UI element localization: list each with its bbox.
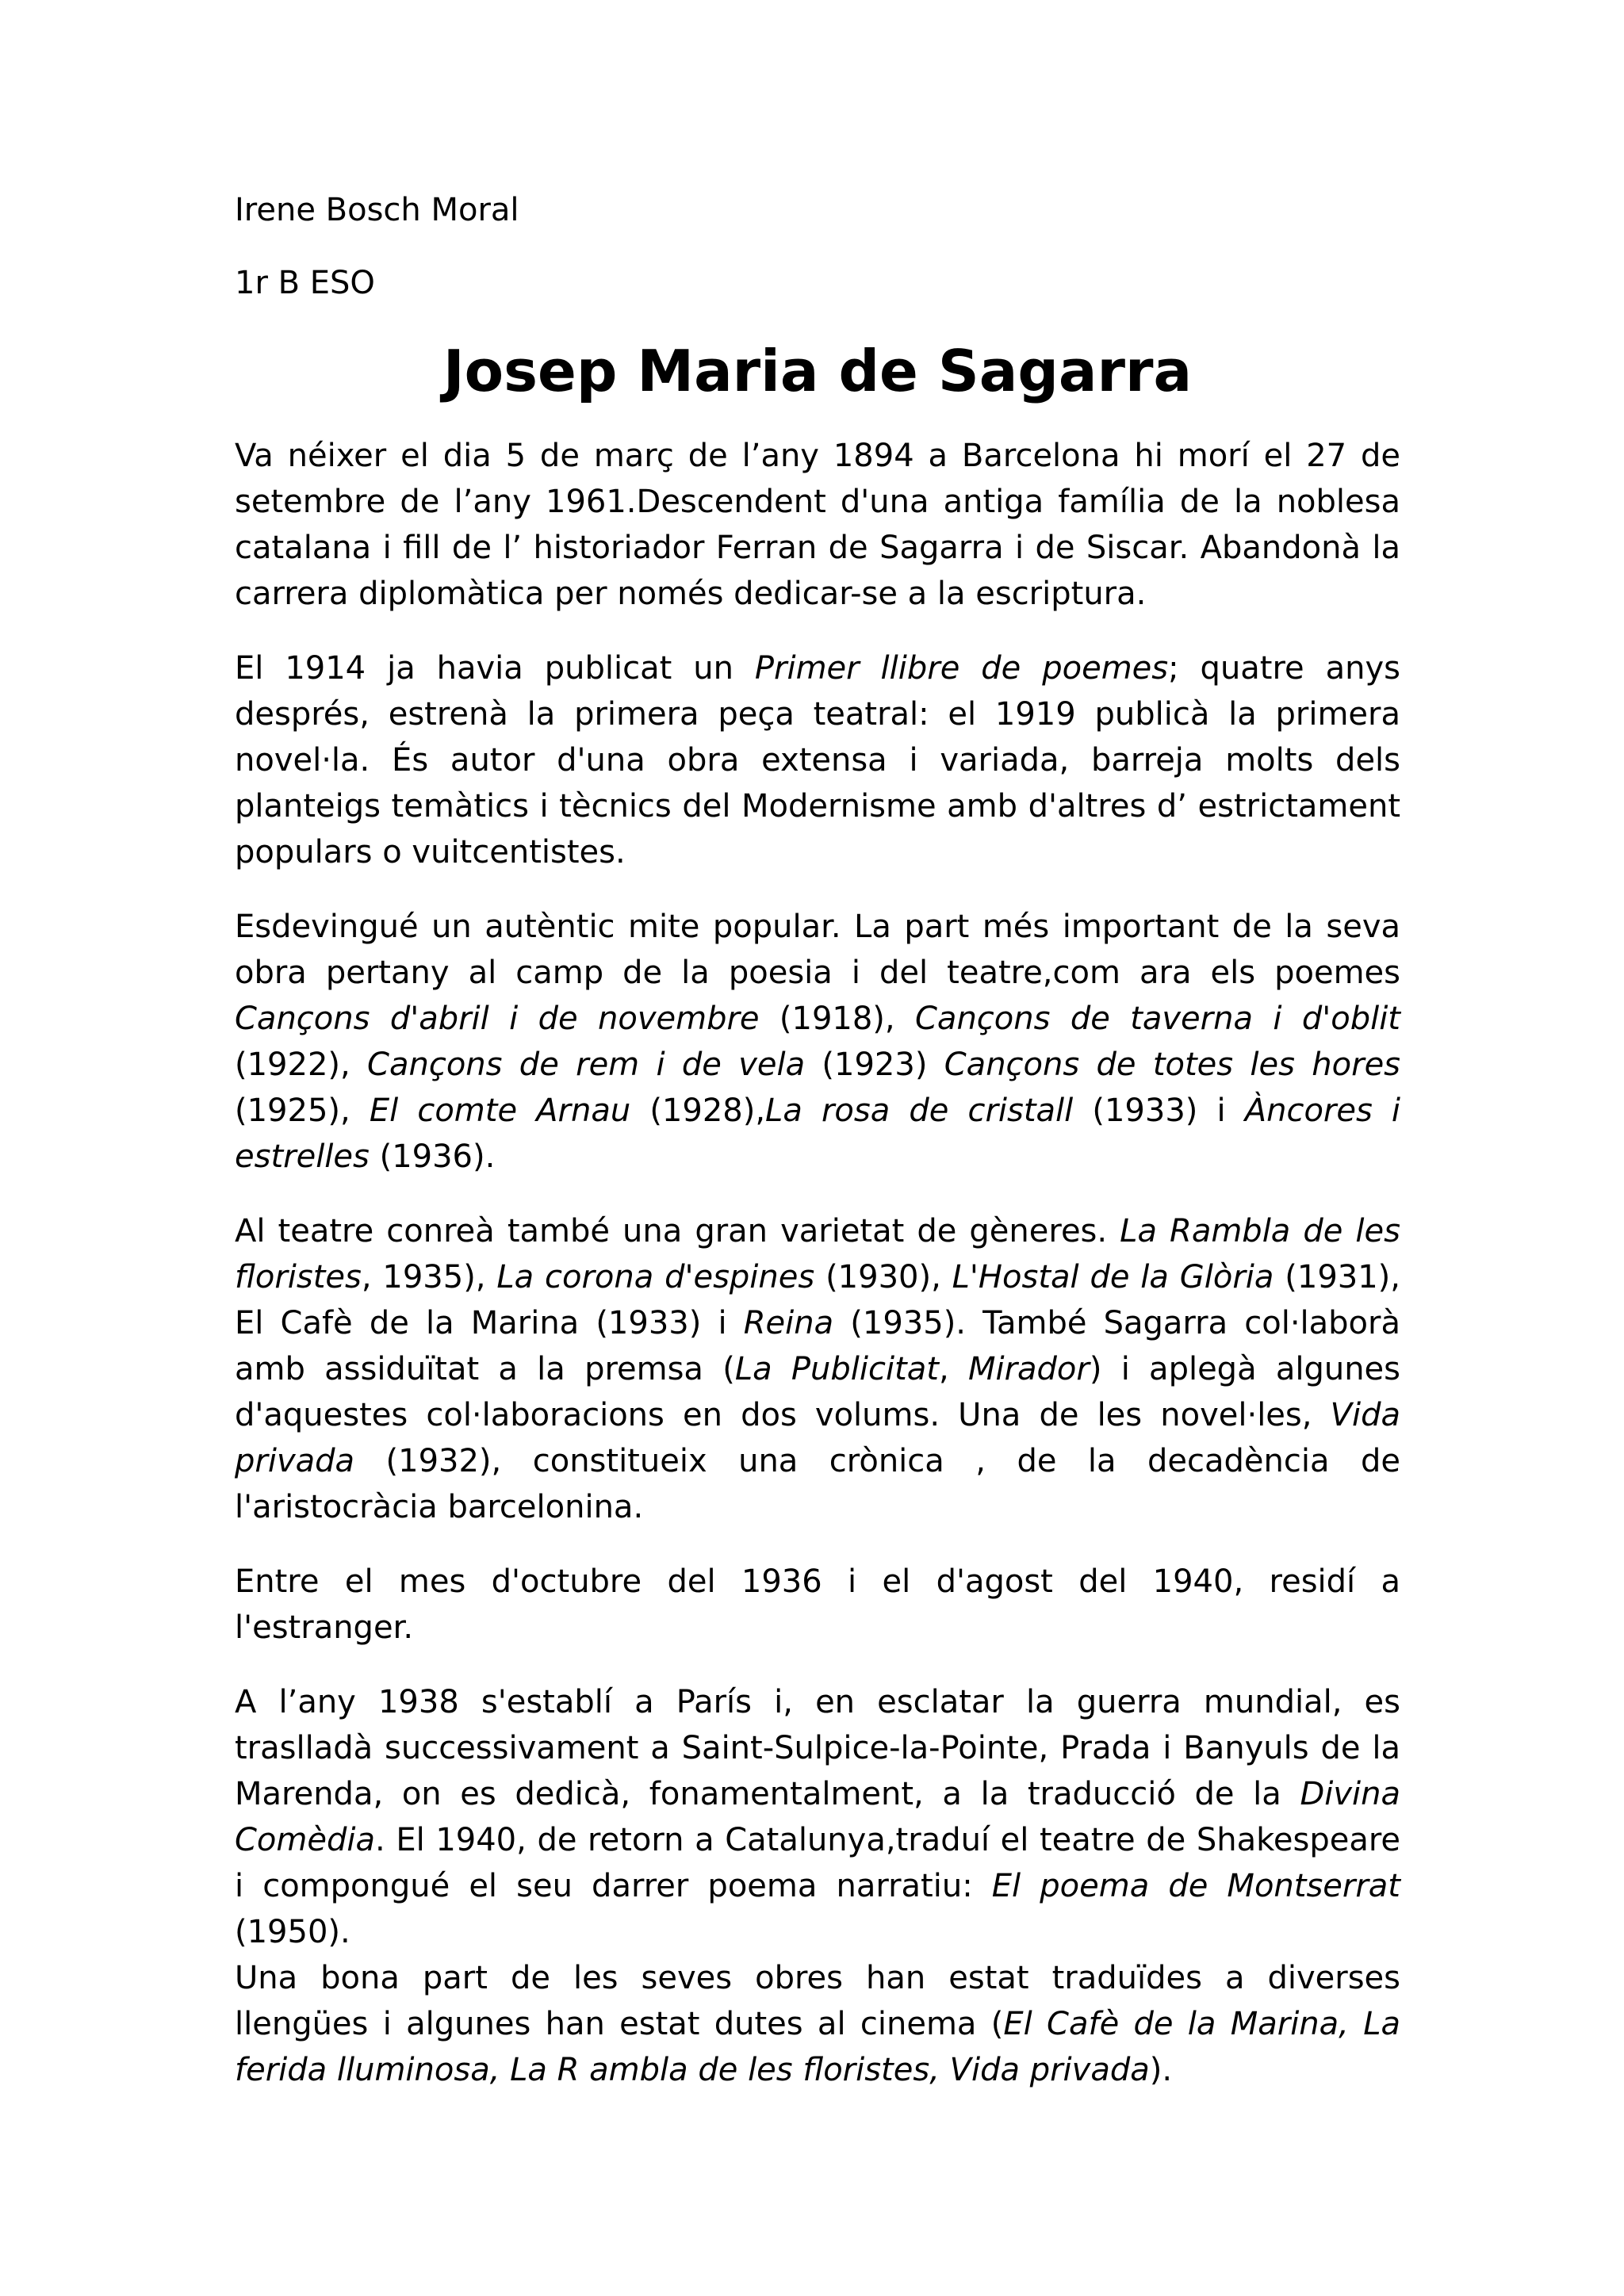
work-title: Cançons de taverna i d'oblit	[915, 1001, 1400, 1037]
work-title: La rosa de cristall	[765, 1093, 1074, 1129]
paragraph-poetry	[235, 904, 1400, 1180]
text-run: (1935). També Sagarra col·laborà amb assiduïtat a la premsa (	[235, 1305, 1400, 1387]
work-title: Primer llibre de poemes	[754, 650, 1169, 687]
text-run: Al teatre conreà també una gran varietat de gèneres.	[235, 1213, 1120, 1249]
work-title: Cançons d'abril i de novembre	[235, 1001, 760, 1037]
work-title: Vida privada	[235, 1397, 1400, 1479]
text-run: Entre el mes d'octubre del 1936 i el d'agost del 1940, residí a l'estranger.	[235, 1563, 1400, 1646]
paragraph-exile	[235, 1559, 1400, 1651]
text-run: (1933) i	[1073, 1093, 1245, 1129]
paragraph-early-works	[235, 645, 1400, 875]
work-title: El Cafè de la Marina, La ferida lluminosa, La R ambla de les floristes, Vida privada	[235, 2006, 1400, 2088]
paragraph-paris	[235, 1679, 1400, 1955]
text-run: (1936).	[369, 1138, 496, 1175]
text-run: El 1914 ja havia publicat un	[235, 650, 755, 687]
text-run: ).	[1149, 2052, 1173, 2088]
work-title: El poema de Montserrat	[991, 1868, 1400, 1904]
text-run: (1918),	[759, 1001, 915, 1037]
text-run: (1930),	[814, 1259, 952, 1295]
work-title: El comte Arnau	[369, 1093, 631, 1129]
work-title: Cançons de totes les hores	[944, 1047, 1401, 1083]
work-title: La corona d'espines	[496, 1259, 815, 1295]
work-title: La Publicitat	[734, 1351, 939, 1387]
paragraph-theatre	[235, 1208, 1400, 1530]
text-run: (1932), constitueix una crònica , de la decadència de l'aristocràcia barcelonina.	[235, 1443, 1400, 1525]
text-run: (1923)	[805, 1047, 944, 1083]
author-name: Irene Bosch Moral	[235, 192, 519, 228]
text-run: . El 1940, de retorn a Catalunya,traduí el teatre de Shakespeare i compongué el seu darrer poema narratiu:	[235, 1822, 1400, 1904]
text-run: (1925),	[235, 1093, 370, 1129]
text-run: (1950).	[235, 1914, 350, 1950]
work-title: Reina	[743, 1305, 834, 1341]
text-run: Va néixer el dia 5 de març de l’any 1894 a Barcelona hi morí el 27 de setembre de l’any 1961.Descendent d'una antiga família de la noblesa catalana i fill de l’ historiador Ferran de Sagarra i de Siscar. Abandonà la carrera diplomàtica per només dedicar-se a la escriptura.	[235, 438, 1400, 612]
paragraph-birth	[235, 433, 1400, 617]
text-run: (1928),	[630, 1093, 766, 1129]
work-title: Àncores i estrelles	[235, 1093, 1401, 1175]
work-title: Mirador	[967, 1351, 1090, 1387]
text-run: ; quatre anys després, estrenà la primera peça teatral: el 1919 publicà la primera novel·la. És autor d'una obra extensa i variada, barreja molts dels planteigs temàtics i tècnics del Modernisme amb d'altres d’ estrictament populars o vuitcentistes.	[235, 650, 1400, 871]
text-run: (1931), El Cafè de la Marina (1933) i	[235, 1259, 1401, 1341]
text-run: ) i aplegà algunes d'aquestes col·laboracions en dos volums. Una de les novel·les,	[235, 1351, 1401, 1433]
page-title: Josep Maria de Sagarra	[442, 338, 1193, 404]
text-run: Esdevingué un autèntic mite popular. La part més important de la seva obra pertany al camp de la poesia i del teatre,com ara els poemes	[235, 909, 1400, 991]
document-page	[235, 187, 1400, 2093]
work-title: Cançons de rem i de vela	[367, 1047, 806, 1083]
text-run: , 1935),	[361, 1259, 497, 1295]
text-run: (1922),	[235, 1047, 368, 1083]
text-run: A l’any 1938 s'establí a París i, en esclatar la guerra mundial, es traslladà successivament a Saint-Sulpice-la-Pointe, Prada i Banyuls de la Marenda, on es dedicà, fonamentalment, a la traducció de la	[235, 1684, 1400, 1812]
work-title: L'Hostal de la Glòria	[952, 1259, 1274, 1295]
class-group: 1r B ESO	[235, 265, 375, 301]
paragraph-translations	[235, 1955, 1400, 2093]
work-title: Divina Comèdia	[235, 1776, 1400, 1858]
work-title: La Rambla de les floristes	[235, 1213, 1400, 1295]
text-run: Una bona part de les seves obres han estat traduïdes a diverses llengües i algunes han estat dutes al cinema (	[235, 1960, 1400, 2042]
text-run: ,	[938, 1351, 968, 1387]
